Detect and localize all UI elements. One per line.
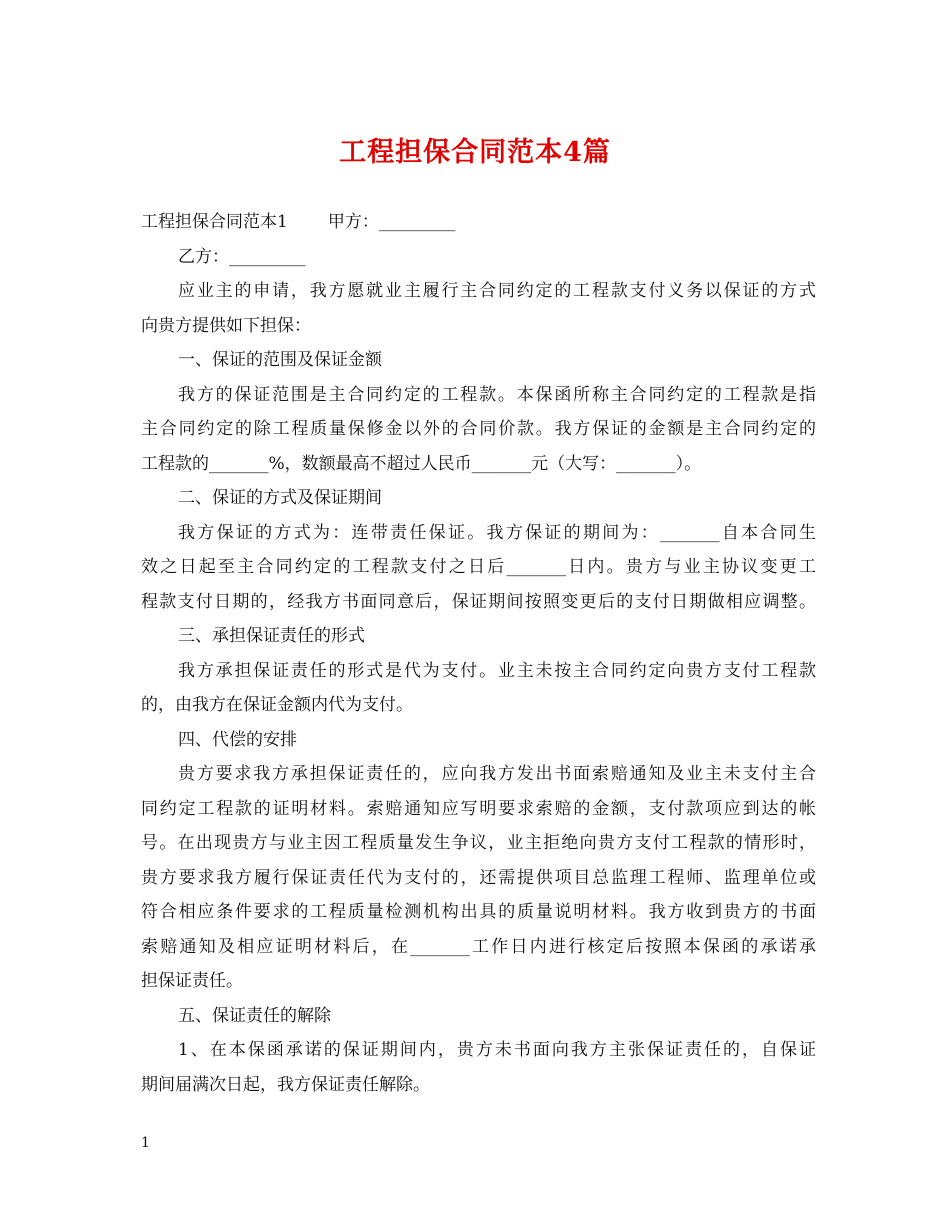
paragraph-line: 程款支付日期的，经我方书面同意后，保证期间按照变更后的支付日期做相应调整。 xyxy=(141,591,816,612)
paragraph-line: 担保证责任。 xyxy=(141,971,243,991)
section-heading: 一、保证的范围及保证金额 xyxy=(178,350,382,370)
paragraph-line: 贵方要求我方履行保证责任代为支付的，还需提供项目总监理工程师、监理单位或 xyxy=(141,867,816,888)
contract-heading: 工程担保合同范本1 xyxy=(141,212,288,232)
section-heading: 四、代偿的安排 xyxy=(178,729,297,750)
section-heading: 五、保证责任的解除 xyxy=(178,1005,331,1026)
heading-line xyxy=(141,205,816,240)
paragraph-line: 的，由我方在保证金额内代为支付。 xyxy=(141,695,413,715)
paragraph-line: 符合相应条件要求的工程质量检测机构出具的质量说明材料。我方收到贵方的书面 xyxy=(141,902,816,922)
paragraph-line: 我方的保证范围是主合同约定的工程款。本保函所称主合同约定的工程款是指 xyxy=(178,384,816,405)
party-a-field: 甲方：_________ xyxy=(327,212,456,232)
paragraph-line: 号。在出现贵方与业主因工程质量发生争议，业主拒绝向贵方支付工程款的情形时， xyxy=(141,833,816,853)
section-heading: 二、保证的方式及保证期间 xyxy=(178,488,382,508)
document-body xyxy=(141,205,816,1102)
paragraph-line: 我方保证的方式为：连带责任保证。我方保证的期间为：_______自本合同生 xyxy=(178,522,816,543)
paragraph-line: 效之日起至主合同约定的工程款支付之日后_______日内。贵方与业主协议变更工 xyxy=(141,557,816,577)
paragraph-line: 贵方要求我方承担保证责任的，应向我方发出书面索赔通知及业主未支付主合 xyxy=(178,764,816,784)
paragraph-line: 我方承担保证责任的形式是代为支付。业主未按主合同约定向贵方支付工程款 xyxy=(178,660,816,681)
paragraph-line: 索赔通知及相应证明材料后，在_______工作日内进行核定后按照本保函的承诺承 xyxy=(141,936,816,957)
paragraph-line: 工程款的_______%，数额最高不超过人民币_______元（大写：_______）。 xyxy=(141,453,702,474)
paragraph-line: 应业主的申请，我方愿就业主履行主合同约定的工程款支付义务以保证的方式 xyxy=(178,281,816,301)
section-heading: 三、承担保证责任的形式 xyxy=(178,626,365,646)
party-b-field: 乙方：_________ xyxy=(178,246,306,267)
paragraph-line: 向贵方提供如下担保： xyxy=(141,315,311,336)
paragraph-line: 主合同约定的除工程质量保修金以外的合同价款。我方保证的金额是主合同约定的 xyxy=(141,419,816,439)
paragraph-line: 期间届满次日起，我方保证责任解除。 xyxy=(141,1074,430,1095)
paragraph-line: 1、在本保函承诺的保证期间内，贵方未书面向我方主张保证责任的，自保证 xyxy=(178,1040,816,1060)
paragraph-line: 同约定工程款的证明材料。索赔通知应写明要求索赔的金额，支付款项应到达的帐 xyxy=(141,798,816,819)
document-title: 工程担保合同范本4篇 xyxy=(339,137,611,168)
page-number: 1 xyxy=(141,1135,150,1151)
